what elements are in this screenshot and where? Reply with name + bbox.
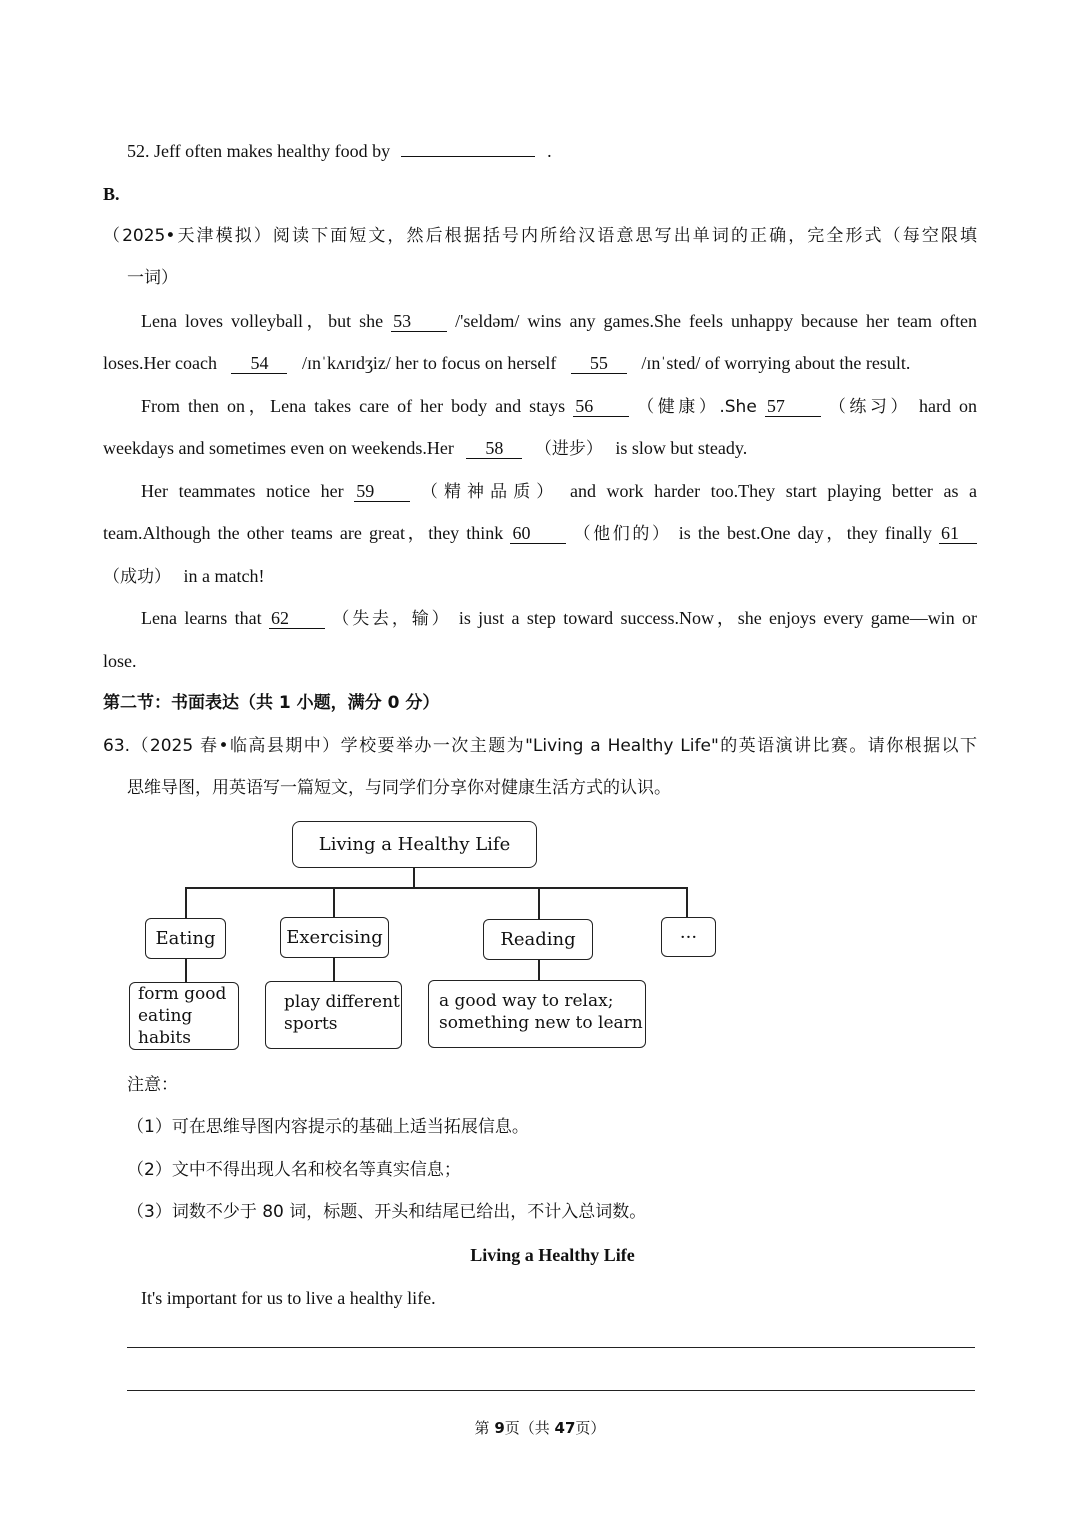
connector — [538, 887, 540, 919]
page-footer: 第 9页（共 47页） — [474, 1419, 606, 1437]
mindmap-detail-reading: a good way to relax; something new to learn — [428, 980, 646, 1048]
blank-53[interactable]: 53 — [391, 311, 447, 332]
blank-55[interactable]: 55 — [571, 353, 627, 374]
blank-60[interactable]: 60 — [510, 523, 566, 544]
notes-title: 注意： — [127, 1075, 178, 1095]
blank-58[interactable]: 58 — [466, 438, 522, 459]
passage-line-2: loses.Her coach 54 /ɪnˈkʌrɪdʒiz/ her to focus on herself 55 /ɪnˈsted/ of worrying about the result. — [103, 353, 911, 373]
mindmap-root: Living a Healthy Life — [292, 821, 537, 868]
page-number: 9 — [494, 1419, 505, 1437]
question-63-cont: 思维导图，用英语写一篇短文，与同学们分享你对健康生活方式的认识。 — [127, 778, 671, 798]
blank-56[interactable]: 56 — [573, 396, 629, 417]
mindmap-detail-exercising: play different sports — [265, 981, 402, 1049]
section-b-instructions-cont: 一词） — [127, 268, 178, 288]
essay-title: Living a Healthy Life — [470, 1245, 635, 1265]
note-item: （3）词数不少于 80 词，标题、开头和结尾已给出，不计入总词数。 — [127, 1202, 647, 1222]
passage-line-1: Lena loves volleyball，but she 53 /'seldəm/ wins any games.She feels unhappy because her team often — [141, 311, 977, 331]
connector — [538, 960, 540, 980]
passage-line-4: weekdays and sometimes even on weekends.Her 58 （进步） is slow but steady. — [103, 438, 748, 459]
note-item: （1）可在思维导图内容提示的基础上适当拓展信息。 — [127, 1117, 529, 1137]
section-2-heading: 第二节：书面表达（共 1 小题，满分 0 分） — [103, 693, 440, 713]
blank-54[interactable]: 54 — [231, 353, 287, 374]
question-63: 63.（2025 春•临高县期中）学校要举办一次主题为"Living a Healthy Life"的英语演讲比赛。请你根据以下 — [103, 736, 977, 756]
section-b-label: B. — [103, 184, 120, 204]
blank-57[interactable]: 57 — [765, 396, 821, 417]
section-b-instructions: （2025•天津模拟）阅读下面短文，然后根据括号内所给汉语意思写出单词的正确，完全形式（每空限填 — [103, 226, 977, 246]
passage-line-7: （成功） in a match! — [103, 566, 265, 587]
page-total: 47 — [554, 1419, 576, 1437]
passage-line-6: team.Although the other teams are great，they think 60 （他们的） is the best.One day，they finally 61 — [103, 521, 977, 546]
mindmap-detail-eating: form good eating habits — [129, 982, 239, 1050]
passage-line-5: Her teammates notice her 59 （精神品质） and work harder too.They start playing better as a — [141, 481, 978, 502]
connector — [185, 959, 187, 982]
mindmap-branch-reading: Reading — [483, 919, 593, 960]
connector — [686, 887, 688, 917]
connector — [333, 958, 335, 981]
passage-line-9: lose. — [103, 651, 137, 671]
question-52-end: . — [547, 141, 552, 161]
essay-opening: It's important for us to live a healthy life. — [141, 1288, 436, 1308]
connector — [333, 887, 335, 917]
passage-line-3: From then on，Lena takes care of her body and stays 56 （健康）.She 57 （练习） hard on — [141, 396, 978, 417]
blank-59[interactable]: 59 — [354, 481, 410, 502]
blank-62[interactable]: 62 — [269, 608, 325, 629]
answer-blank[interactable] — [401, 156, 535, 157]
blank-61[interactable]: 61 — [939, 523, 977, 544]
mindmap-branch-exercising: Exercising — [280, 917, 389, 958]
writing-line[interactable] — [127, 1347, 975, 1348]
connector — [185, 887, 687, 889]
question-52 — [127, 139, 552, 163]
connector — [185, 887, 187, 918]
passage-line-8: Lena learns that 62 （失去，输） is just a step toward success.Now，she enjoys every game—win or — [141, 608, 978, 629]
question-52-text: 52. Jeff often makes healthy food by — [127, 141, 391, 161]
mindmap-branch-eating: Eating — [145, 918, 226, 959]
mindmap-branch-more: ··· — [661, 917, 716, 957]
note-item: （2）文中不得出现人名和校名等真实信息； — [127, 1160, 461, 1180]
writing-line[interactable] — [127, 1390, 975, 1391]
connector — [413, 868, 415, 888]
